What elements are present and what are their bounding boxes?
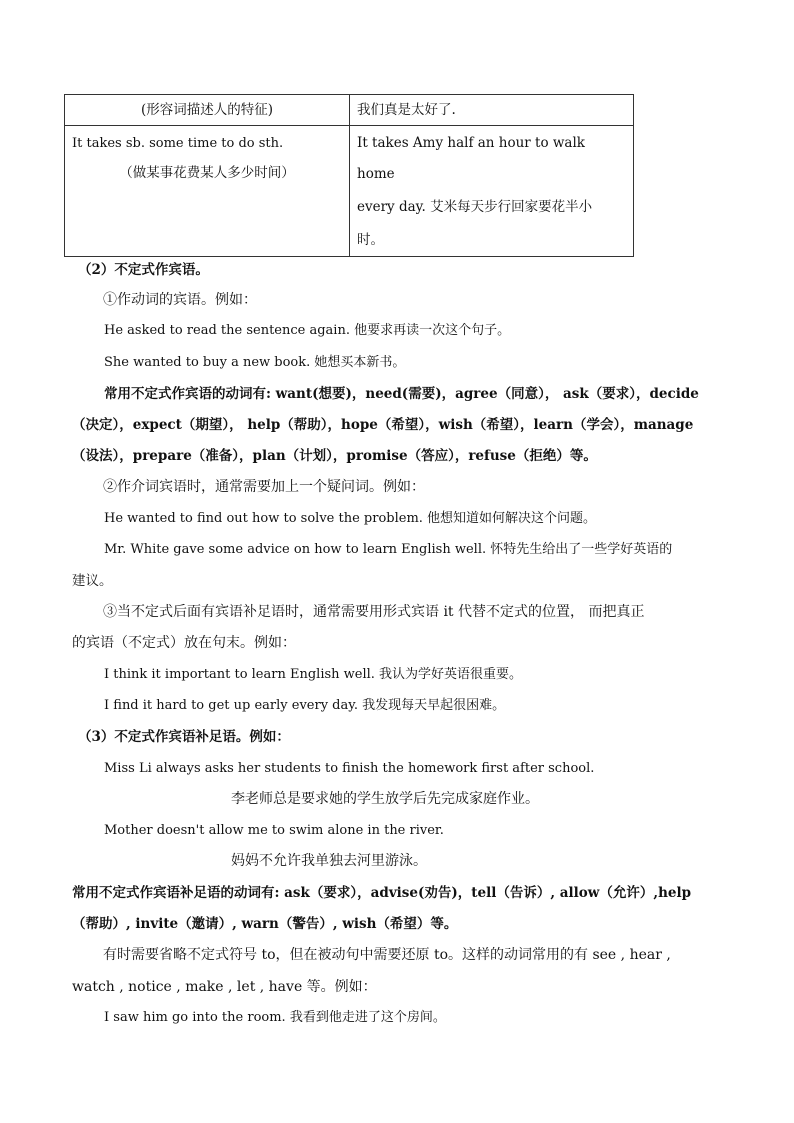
section-heading: （3）不定式作宾语补足语。例如： [78, 729, 290, 745]
table-row [65, 95, 634, 126]
common-verbs-list: 常用不定式作宾语补足语的动词有: ask（要求），advise(劝告)，tell（告诉）, allow（允许）,help [72, 885, 692, 901]
example-sentence: Mr. White gave some advice on how to learn English well. 怀特先生给出了一些学好英语的 [104, 542, 673, 557]
table-cell [65, 126, 350, 257]
table-row [65, 126, 634, 257]
example-translation: 妈妈不允许我单独去河里游泳。 [231, 853, 427, 869]
cell-text: every day. 艾米每天步行回家要花半小 [357, 199, 593, 215]
cell-text: 时。 [357, 232, 384, 248]
subheading: ②作介词宾语时，通常需要加上一个疑问词。例如： [103, 479, 425, 495]
paragraph: ③当不定式后面有宾语补足语时，通常需要用形式宾语 it 代替不定式的位置， 而把真正 [103, 604, 645, 620]
cell-text: It takes sb. some time to do sth. [72, 136, 284, 151]
example-sentence: 建议。 [72, 573, 113, 589]
example-sentence: I saw him go into the room. 我看到他走进了这个房间。 [104, 1010, 446, 1025]
table-cell [350, 126, 634, 257]
paragraph: 的宾语（不定式）放在句末。例如： [72, 635, 296, 651]
cell-text: (形容词描述人的特征) [140, 102, 274, 118]
cell-text: It takes Amy half an hour to walk home [357, 135, 585, 182]
example-translation: 李老师总是要求她的学生放学后先完成家庭作业。 [231, 791, 539, 807]
example-sentence: Mother doesn't allow me to swim alone in the river. [104, 823, 444, 838]
grammar-table [64, 94, 634, 257]
paragraph: 有时需要省略不定式符号 to，但在被动句中需要还原 to。这样的动词常用的有 see , hear , [103, 947, 671, 963]
table-cell [65, 95, 350, 126]
paragraph: watch , notice , make , let , have 等。例如： [72, 979, 377, 995]
example-sentence: He wanted to find out how to solve the problem. 他想知道如何解决这个问题。 [104, 511, 597, 526]
common-verbs-list: 常用不定式作宾语的动词有: want(想要)，need(需要)，agree（同意）， ask（要求），decide [104, 386, 699, 402]
example-sentence: He asked to read the sentence again. 他要求再读一次这个句子。 [104, 323, 511, 338]
example-sentence: She wanted to buy a new book. 她想买本新书。 [104, 355, 406, 370]
example-sentence: I find it hard to get up early every day. 我发现每天早起很困难。 [104, 698, 506, 713]
example-sentence: I think it important to learn English well. 我认为学好英语很重要。 [104, 667, 523, 682]
cell-text: 我们真是太好了. [357, 102, 456, 118]
common-verbs-list: （决定），expect（期望）， help（帮助），hope（希望），wish（希望），learn（学会），manage [72, 417, 694, 433]
cell-text: （做某事花费某人多少时间） [119, 165, 295, 181]
subheading: ①作动词的宾语。例如： [103, 292, 257, 308]
section-heading: （2）不定式作宾语。 [78, 262, 209, 278]
table-cell [350, 95, 634, 126]
common-verbs-list: （设法），prepare（准备），plan（计划），promise（答应），refuse（拒绝）等。 [72, 448, 597, 464]
example-sentence: Miss Li always asks her students to finish the homework first after school. [104, 761, 595, 776]
common-verbs-list: （帮助）, invite（邀请）, warn（警告）, wish（希望）等。 [72, 916, 458, 932]
